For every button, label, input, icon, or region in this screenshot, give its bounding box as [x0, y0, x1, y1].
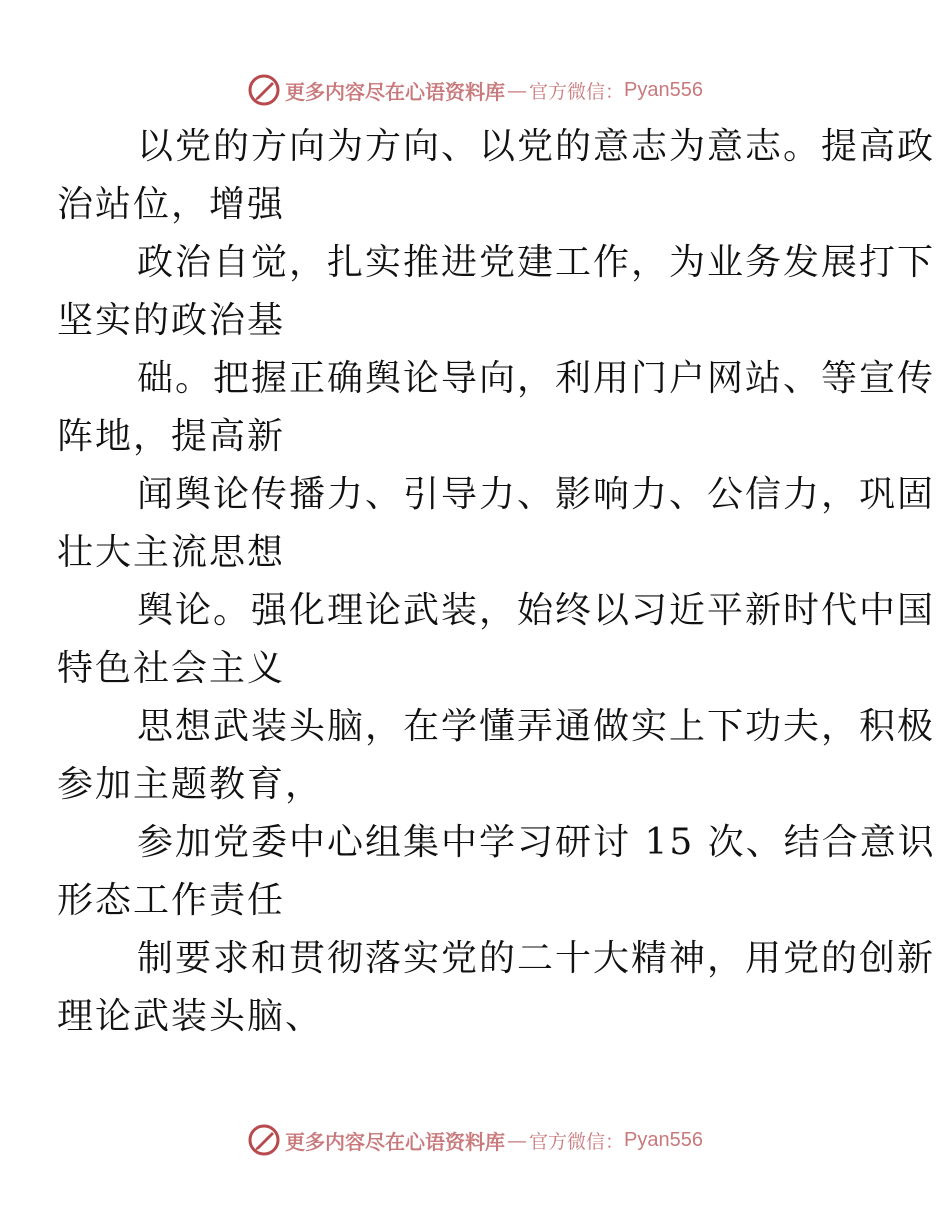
- paragraph: [57, 466, 936, 582]
- header-dash: —: [507, 78, 527, 102]
- document-body: [57, 118, 936, 1046]
- paragraph: [57, 930, 936, 1046]
- footer-banner: [0, 1120, 950, 1160]
- paragraph-line: 参加主题教育，: [57, 764, 324, 805]
- quill-logo-icon: [247, 1123, 281, 1157]
- paragraph-line: 形态工作责任: [57, 880, 286, 921]
- paragraph-line: 思想武装头脑，在学懂弄通做实上下功夫，积极: [137, 706, 936, 747]
- paragraph-line: 闻舆论传播力、引导力、影响力、公信力，巩固: [137, 474, 936, 515]
- header-banner: [0, 70, 950, 110]
- paragraph: [57, 698, 936, 814]
- paragraph-line: 础。把握正确舆论导向，利用门户网站、等宣传: [137, 358, 936, 399]
- paragraph-line: 以党的方向为方向、以党的意志为意志。提高政: [137, 126, 936, 167]
- paragraph-line: 阵地，提高新: [57, 416, 286, 457]
- paragraph: [57, 582, 936, 698]
- header-brand-text: 更多内容尽在心语资料库: [285, 79, 505, 104]
- paragraph-line: 坚实的政治基: [57, 300, 286, 341]
- paragraph-line: 壮大主流思想: [57, 532, 286, 573]
- paragraph-line: 舆论。强化理论武装，始终以习近平新时代中国: [137, 590, 936, 631]
- footer-wechat-label: 官方微信：: [529, 1130, 625, 1153]
- paragraph: [57, 814, 936, 930]
- header-wechat-id: Pyan556: [624, 78, 703, 101]
- header-wechat-label: 官方微信：: [529, 80, 625, 103]
- paragraph: [57, 118, 936, 234]
- paragraph-line: 制要求和贯彻落实党的二十大精神，用党的创新: [137, 938, 936, 979]
- paragraph-line: 参加党委中心组集中学习研讨 15 次、结合意识: [137, 822, 936, 863]
- paragraph: [57, 350, 936, 466]
- paragraph-line: 治站位，增强: [57, 184, 286, 225]
- paragraph: [57, 234, 936, 350]
- footer-brand-text: 更多内容尽在心语资料库: [285, 1129, 505, 1154]
- footer-wechat-id: Pyan556: [624, 1128, 703, 1151]
- quill-logo-icon: [247, 73, 281, 107]
- paragraph-line: 理论武装头脑、: [57, 996, 324, 1037]
- paragraph-line: 特色社会主义: [57, 648, 286, 689]
- paragraph-line: 政治自觉，扎实推进党建工作，为业务发展打下: [137, 242, 936, 283]
- footer-dash: —: [507, 1128, 527, 1152]
